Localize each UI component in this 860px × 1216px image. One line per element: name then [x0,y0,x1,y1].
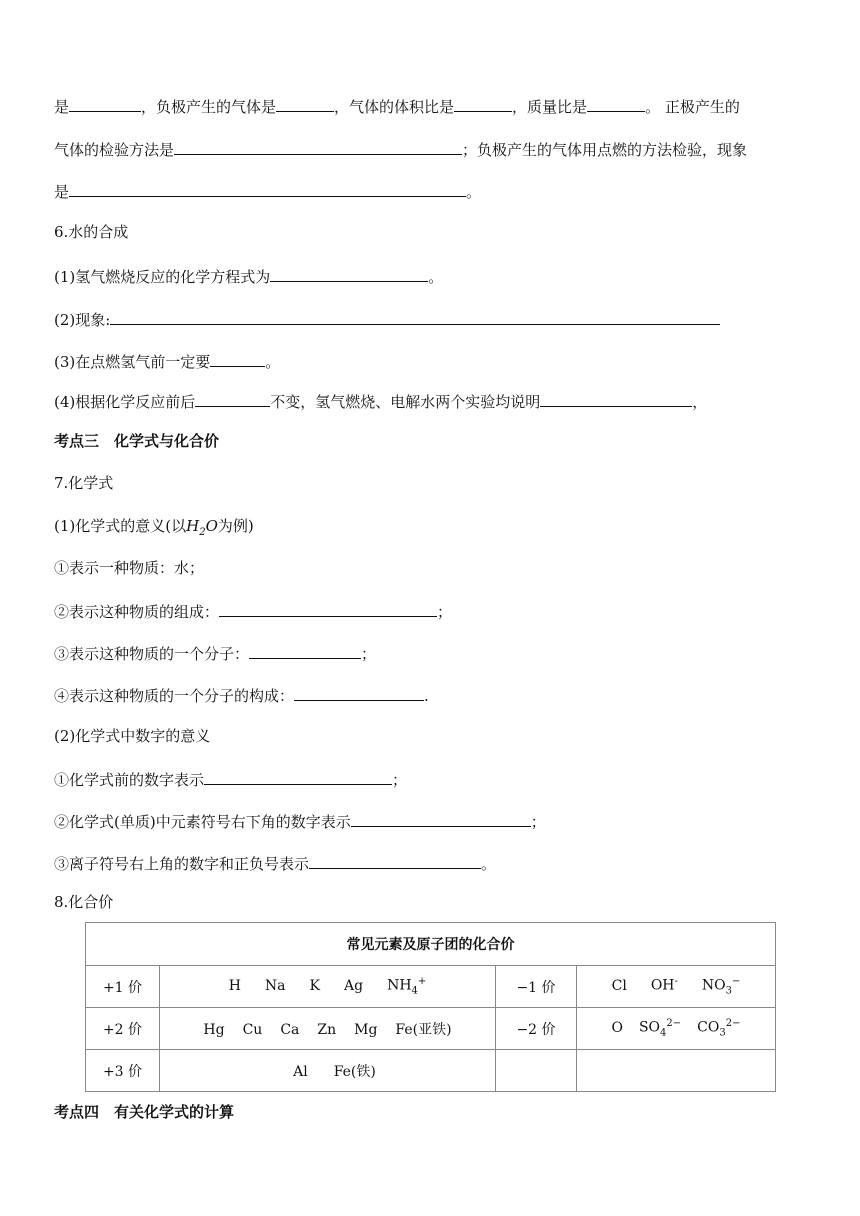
section-8-title: 8.化合价 [54,893,114,911]
nitrate-ion: $NO_3^-$ [701,976,741,997]
blank-combustion-phenomenon[interactable] [110,308,720,325]
sulfate-ion: $SO_4^{2-}$ [638,1018,682,1039]
electrolysis-line-3: 是 。 [54,180,481,202]
label-plus2: +2 价 [86,1008,160,1050]
s7-meaning-3: ③表示这种物质的一个分子： ； [54,642,376,664]
electrolysis-line-1: 是 ，负极产生的气体是 ，气体的体积比是 ，质量比是 。 正极产生的 [54,95,740,117]
blank-molecule[interactable] [249,642,361,659]
table-header: 常见元素及原子团的化合价 [86,923,776,966]
table-row [86,1008,776,1050]
topic-4-heading: 考点四 有关化学式的计算 [54,1103,235,1121]
electrolysis-line-2: 气体的检验方法是 ；负极产生的气体用点燃的方法检验，现象 [54,138,747,160]
blank-coefficient[interactable] [204,768,392,785]
valence-table [85,922,776,1092]
s6-item-1: (1)氢气燃烧反应的化学方程式为 。 [54,265,443,287]
table-row [86,1050,776,1092]
s7-meaning-4: ④表示这种物质的一个分子的构成： . [54,684,429,706]
section-7-title: 7.化学式 [54,474,114,492]
s7-number-title: (2)化学式中数字的意义 [54,727,211,745]
empty-cell [496,1050,577,1092]
table-row [86,966,776,1008]
plus1-elements: H Na K Ag $NH_4^+$ [160,966,496,1008]
plus3-elements: Al Fe(铁) [160,1050,496,1092]
blank-subscript[interactable] [351,810,531,827]
s7-meaning-1: ①表示一种物质：水； [54,559,205,577]
minus2-ions: O $SO_4^{2-}$ $CO_3^{2-}$ [577,1008,776,1050]
blank-mass-ratio[interactable] [587,95,645,112]
blank-volume-ratio[interactable] [454,95,512,112]
blank-unchanged[interactable] [195,390,270,407]
s7-number-2: ②化学式(单质)中元素符号右下角的数字表示 ； [54,810,546,832]
empty-cell [577,1050,776,1092]
label-plus1: +1 价 [86,966,160,1008]
s6-item-2: (2)现象: [54,308,720,330]
s7-number-1: ①化学式前的数字表示 ； [54,768,407,790]
blank-molecule-structure[interactable] [294,684,424,701]
section-6-title: 6.水的合成 [54,223,129,241]
s6-item-3: (3)在点燃氢气前一定要 。 [54,350,280,372]
minus1-ions: Cl OH- $NO_3^-$ [577,966,776,1008]
hydroxide-ion: OH- [650,976,678,994]
blank-experiment-shows[interactable] [540,390,692,407]
blank-test-method[interactable] [174,138,462,155]
blank-positive-gas[interactable] [69,95,141,112]
blank-negative-gas[interactable] [276,95,334,112]
blank-before-ignite[interactable] [210,350,265,367]
label-minus1: −1 价 [496,966,577,1008]
plus2-elements: Hg Cu Ca Zn Mg Fe(亚铁) [160,1008,496,1050]
s7-number-3: ③离子符号右上角的数字和正负号表示 。 [54,852,496,874]
blank-equation[interactable] [270,265,428,282]
s7-meaning-title: (1)化学式的意义(以$H_2O$为例) [54,517,254,538]
topic-3-heading: 考点三 化学式与化合价 [54,432,220,450]
blank-superscript[interactable] [309,852,481,869]
blank-composition[interactable] [219,600,437,617]
label-plus3: +3 价 [86,1050,160,1092]
s6-item-4: (4)根据化学反应前后 不变，氢气燃烧、电解水两个实验均说明 ， [54,390,707,412]
label-minus2: −2 价 [496,1008,577,1050]
ammonium-ion: $NH_4^+$ [387,976,427,997]
s7-meaning-2: ②表示这种物质的组成： ； [54,600,452,622]
carbonate-ion: $CO_3^{2-}$ [697,1018,741,1039]
blank-phenomenon[interactable] [69,180,466,197]
